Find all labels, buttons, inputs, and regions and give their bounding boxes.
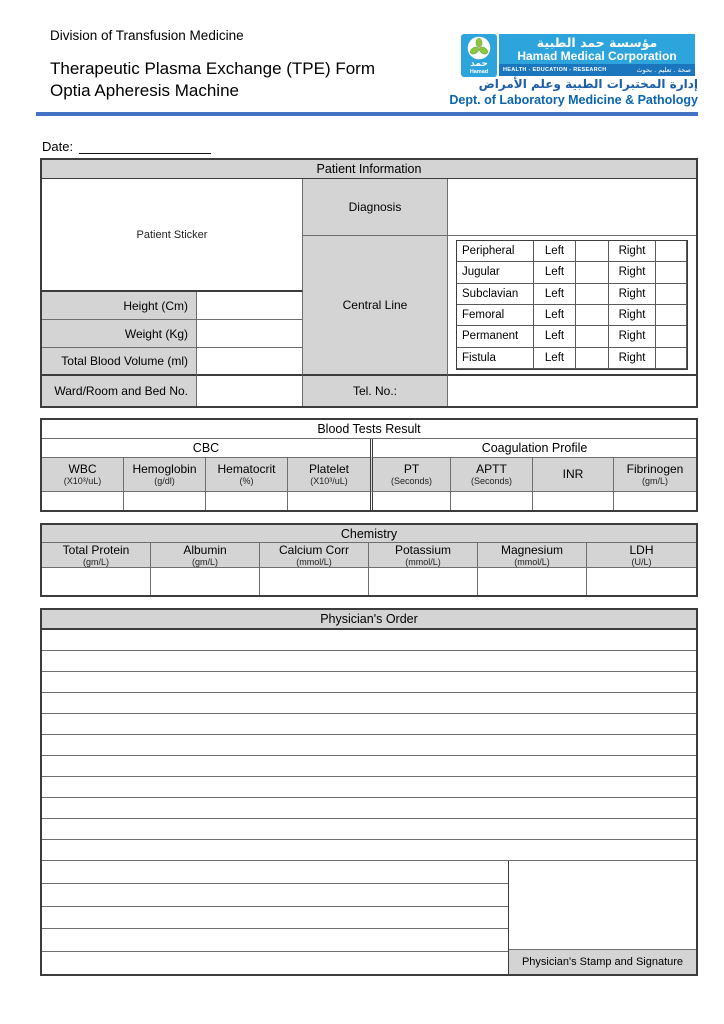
hamad-leaves-icon	[467, 36, 491, 60]
header-divider-rule	[36, 112, 698, 116]
total-protein-unit: (gm/L)	[82, 556, 109, 567]
cbc-group-header: CBC	[42, 439, 370, 458]
wbc-value-cell[interactable]	[42, 492, 124, 510]
permanent-right-checkbox-cell[interactable]	[656, 326, 687, 347]
jugular-left-checkbox-cell[interactable]	[576, 262, 609, 283]
total-protein-name: Total Protein	[62, 542, 130, 557]
ward-room-bed-input-cell[interactable]	[197, 376, 303, 406]
platelet-value-cell[interactable]	[288, 492, 370, 510]
wbc-column-header	[42, 458, 124, 492]
hematocrit-column-header	[206, 458, 288, 492]
patient-information-table	[40, 158, 698, 408]
site-label-peripheral: Peripheral	[457, 241, 534, 262]
calcium-corr-value-cell[interactable]	[260, 568, 369, 595]
stamp-box[interactable]	[509, 861, 696, 949]
dept-name-arabic: إدارة المختبرات الطبية وعلم الأمراض	[478, 77, 698, 91]
right-label: Right	[609, 262, 656, 283]
inr-name: INR	[562, 467, 584, 481]
peripheral-right-checkbox-cell[interactable]	[656, 241, 687, 262]
corporation-name-arabic: مؤسسة حمد الطبية	[536, 34, 658, 50]
potassium-unit: (mmol/L)	[405, 556, 441, 567]
potassium-value-cell[interactable]	[369, 568, 478, 595]
inr-column-header	[533, 458, 614, 492]
date-input-line[interactable]	[79, 140, 211, 154]
ldh-value-cell[interactable]	[587, 568, 696, 595]
potassium-column-header	[369, 543, 478, 568]
diagnosis-label: Diagnosis	[303, 179, 448, 236]
left-label: Left	[534, 326, 576, 347]
order-bottom-section	[42, 861, 696, 974]
date-label: Date:	[42, 139, 74, 154]
tel-no-input-cell[interactable]	[448, 376, 696, 406]
blood-tests-table	[40, 418, 698, 512]
logo-tagline-strip	[499, 64, 695, 76]
patient-information-header: Patient Information	[42, 160, 696, 179]
order-line[interactable]	[42, 819, 696, 840]
order-line[interactable]	[42, 672, 696, 693]
calcium-corr-unit: (mmol/L)	[296, 556, 332, 567]
tel-no-label: Tel. No.:	[303, 376, 448, 406]
hematocrit-unit: (%)	[239, 476, 254, 486]
tagline-english: HEALTH - EDUCATION - RESEARCH	[503, 67, 607, 73]
albumin-name: Albumin	[183, 542, 227, 557]
aptt-unit: (Seconds)	[470, 476, 513, 486]
order-line[interactable]	[42, 651, 696, 672]
ldh-unit: (U/L)	[631, 556, 652, 567]
site-label-permanent: Permanent	[457, 326, 534, 347]
magnesium-value-cell[interactable]	[478, 568, 587, 595]
potassium-name: Potassium	[394, 542, 452, 557]
femoral-right-checkbox-cell[interactable]	[656, 305, 687, 326]
hemoglobin-value-cell[interactable]	[124, 492, 206, 510]
order-line[interactable]	[42, 735, 696, 756]
ldh-column-header	[587, 543, 696, 568]
aptt-column-header	[451, 458, 533, 492]
left-label: Left	[534, 348, 576, 369]
page-title-line2: Optia Apheresis Machine	[50, 81, 239, 100]
site-label-femoral: Femoral	[457, 305, 534, 326]
fibrinogen-value-cell[interactable]	[614, 492, 696, 510]
aptt-name: APTT	[476, 462, 507, 476]
wbc-name: WBC	[68, 462, 97, 476]
order-line[interactable]	[42, 756, 696, 777]
platelet-column-header	[288, 458, 370, 492]
albumin-column-header	[151, 543, 260, 568]
fibrinogen-column-header	[614, 458, 696, 492]
dept-name-english: Dept. of Laboratory Medicine & Pathology	[449, 93, 698, 107]
magnesium-unit: (mmol/L)	[514, 556, 550, 567]
weight-input-cell[interactable]	[197, 320, 303, 348]
height-label: Height (Cm)	[42, 292, 197, 320]
ward-room-bed-label: Ward/Room and Bed No.	[42, 376, 197, 406]
left-label: Left	[534, 262, 576, 283]
stamp-signature-label: Physician's Stamp and Signature	[509, 949, 696, 974]
hemoglobin-unit: (g/dl)	[154, 476, 175, 486]
right-label: Right	[609, 326, 656, 347]
order-short-lines	[42, 861, 509, 974]
coagulation-profile-group-header: Coagulation Profile	[370, 439, 696, 458]
albumin-value-cell[interactable]	[151, 568, 260, 595]
fistula-right-checkbox-cell[interactable]	[656, 348, 687, 369]
chemistry-header: Chemistry	[42, 525, 696, 543]
central-line-label: Central Line	[303, 236, 448, 376]
blood-tests-header: Blood Tests Result	[42, 420, 696, 439]
order-line[interactable]	[42, 777, 696, 798]
order-line[interactable]	[42, 840, 696, 861]
order-line[interactable]	[42, 630, 696, 651]
order-line[interactable]	[42, 798, 696, 819]
albumin-unit: (gm/L)	[191, 556, 218, 567]
order-line[interactable]	[42, 861, 508, 884]
pt-value-cell[interactable]	[370, 492, 451, 510]
ldh-name: LDH	[629, 542, 654, 557]
calcium-corr-column-header	[260, 543, 369, 568]
right-label: Right	[609, 348, 656, 369]
page-title	[50, 58, 375, 102]
central-line-grid	[448, 236, 696, 376]
hematocrit-name: Hematocrit	[217, 462, 276, 476]
site-label-subclavian: Subclavian	[457, 284, 534, 305]
order-line[interactable]	[42, 952, 508, 974]
hemoglobin-name: Hemoglobin	[132, 462, 197, 476]
pt-name: PT	[403, 462, 420, 476]
permanent-left-checkbox-cell[interactable]	[576, 326, 609, 347]
total-blood-volume-input-cell[interactable]	[197, 348, 303, 376]
weight-label: Weight (Kg)	[42, 320, 197, 348]
order-line[interactable]	[42, 884, 508, 907]
pt-column-header	[370, 458, 451, 492]
hemoglobin-column-header	[124, 458, 206, 492]
femoral-left-checkbox-cell[interactable]	[576, 305, 609, 326]
division-heading: Division of Transfusion Medicine	[50, 28, 244, 43]
fistula-left-checkbox-cell[interactable]	[576, 348, 609, 369]
patient-sticker-area[interactable]: Patient Sticker	[42, 179, 303, 292]
stamp-area	[509, 861, 696, 974]
right-label: Right	[609, 241, 656, 262]
order-line[interactable]	[42, 714, 696, 735]
platelet-name: Platelet	[308, 462, 350, 476]
wbc-unit: (X10³/uL)	[63, 476, 102, 486]
jugular-right-checkbox-cell[interactable]	[656, 262, 687, 283]
site-label-fistula: Fistula	[457, 348, 534, 369]
inr-value-cell[interactable]	[533, 492, 614, 510]
right-label: Right	[609, 284, 656, 305]
order-line[interactable]	[42, 907, 508, 930]
diagnosis-input-cell[interactable]	[448, 179, 696, 236]
right-label: Right	[609, 305, 656, 326]
physician-order-table	[40, 608, 698, 976]
subclavian-right-checkbox-cell[interactable]	[656, 284, 687, 305]
height-input-cell[interactable]	[197, 292, 303, 320]
calcium-corr-name: Calcium Corr	[278, 542, 349, 557]
logo-banner	[499, 34, 695, 64]
logo-hamad-english: Hamad	[469, 69, 489, 75]
hematocrit-value-cell[interactable]	[206, 492, 288, 510]
order-line[interactable]	[42, 693, 696, 714]
left-label: Left	[534, 305, 576, 326]
total-blood-volume-label: Total Blood Volume (ml)	[42, 348, 197, 376]
hamad-logo	[461, 34, 497, 77]
tagline-arabic: صحة . تعليم . بحوث	[636, 66, 691, 74]
site-label-jugular: Jugular	[457, 262, 534, 283]
page-title-line1: Therapeutic Plasma Exchange (TPE) Form	[50, 59, 376, 78]
subclavian-left-checkbox-cell[interactable]	[576, 284, 609, 305]
magnesium-column-header	[478, 543, 587, 568]
central-line-table	[456, 240, 688, 370]
left-label: Left	[534, 284, 576, 305]
left-label: Left	[534, 241, 576, 262]
total-protein-column-header	[42, 543, 151, 568]
physician-order-header: Physician's Order	[42, 610, 696, 630]
chemistry-table	[40, 523, 698, 597]
magnesium-name: Magnesium	[500, 542, 564, 557]
fibrinogen-unit: (gm/L)	[641, 476, 668, 486]
date-field	[42, 139, 211, 154]
fibrinogen-name: Fibrinogen	[626, 462, 684, 476]
pt-unit: (Seconds)	[390, 476, 433, 486]
logo-hamad-arabic: حمد	[470, 59, 488, 69]
total-protein-value-cell[interactable]	[42, 568, 151, 595]
corporation-name-english: Hamad Medical Corporation	[517, 48, 677, 63]
order-line[interactable]	[42, 929, 508, 952]
peripheral-left-checkbox-cell[interactable]	[576, 241, 609, 262]
aptt-value-cell[interactable]	[451, 492, 533, 510]
platelet-unit: (X10³/uL)	[310, 476, 348, 486]
